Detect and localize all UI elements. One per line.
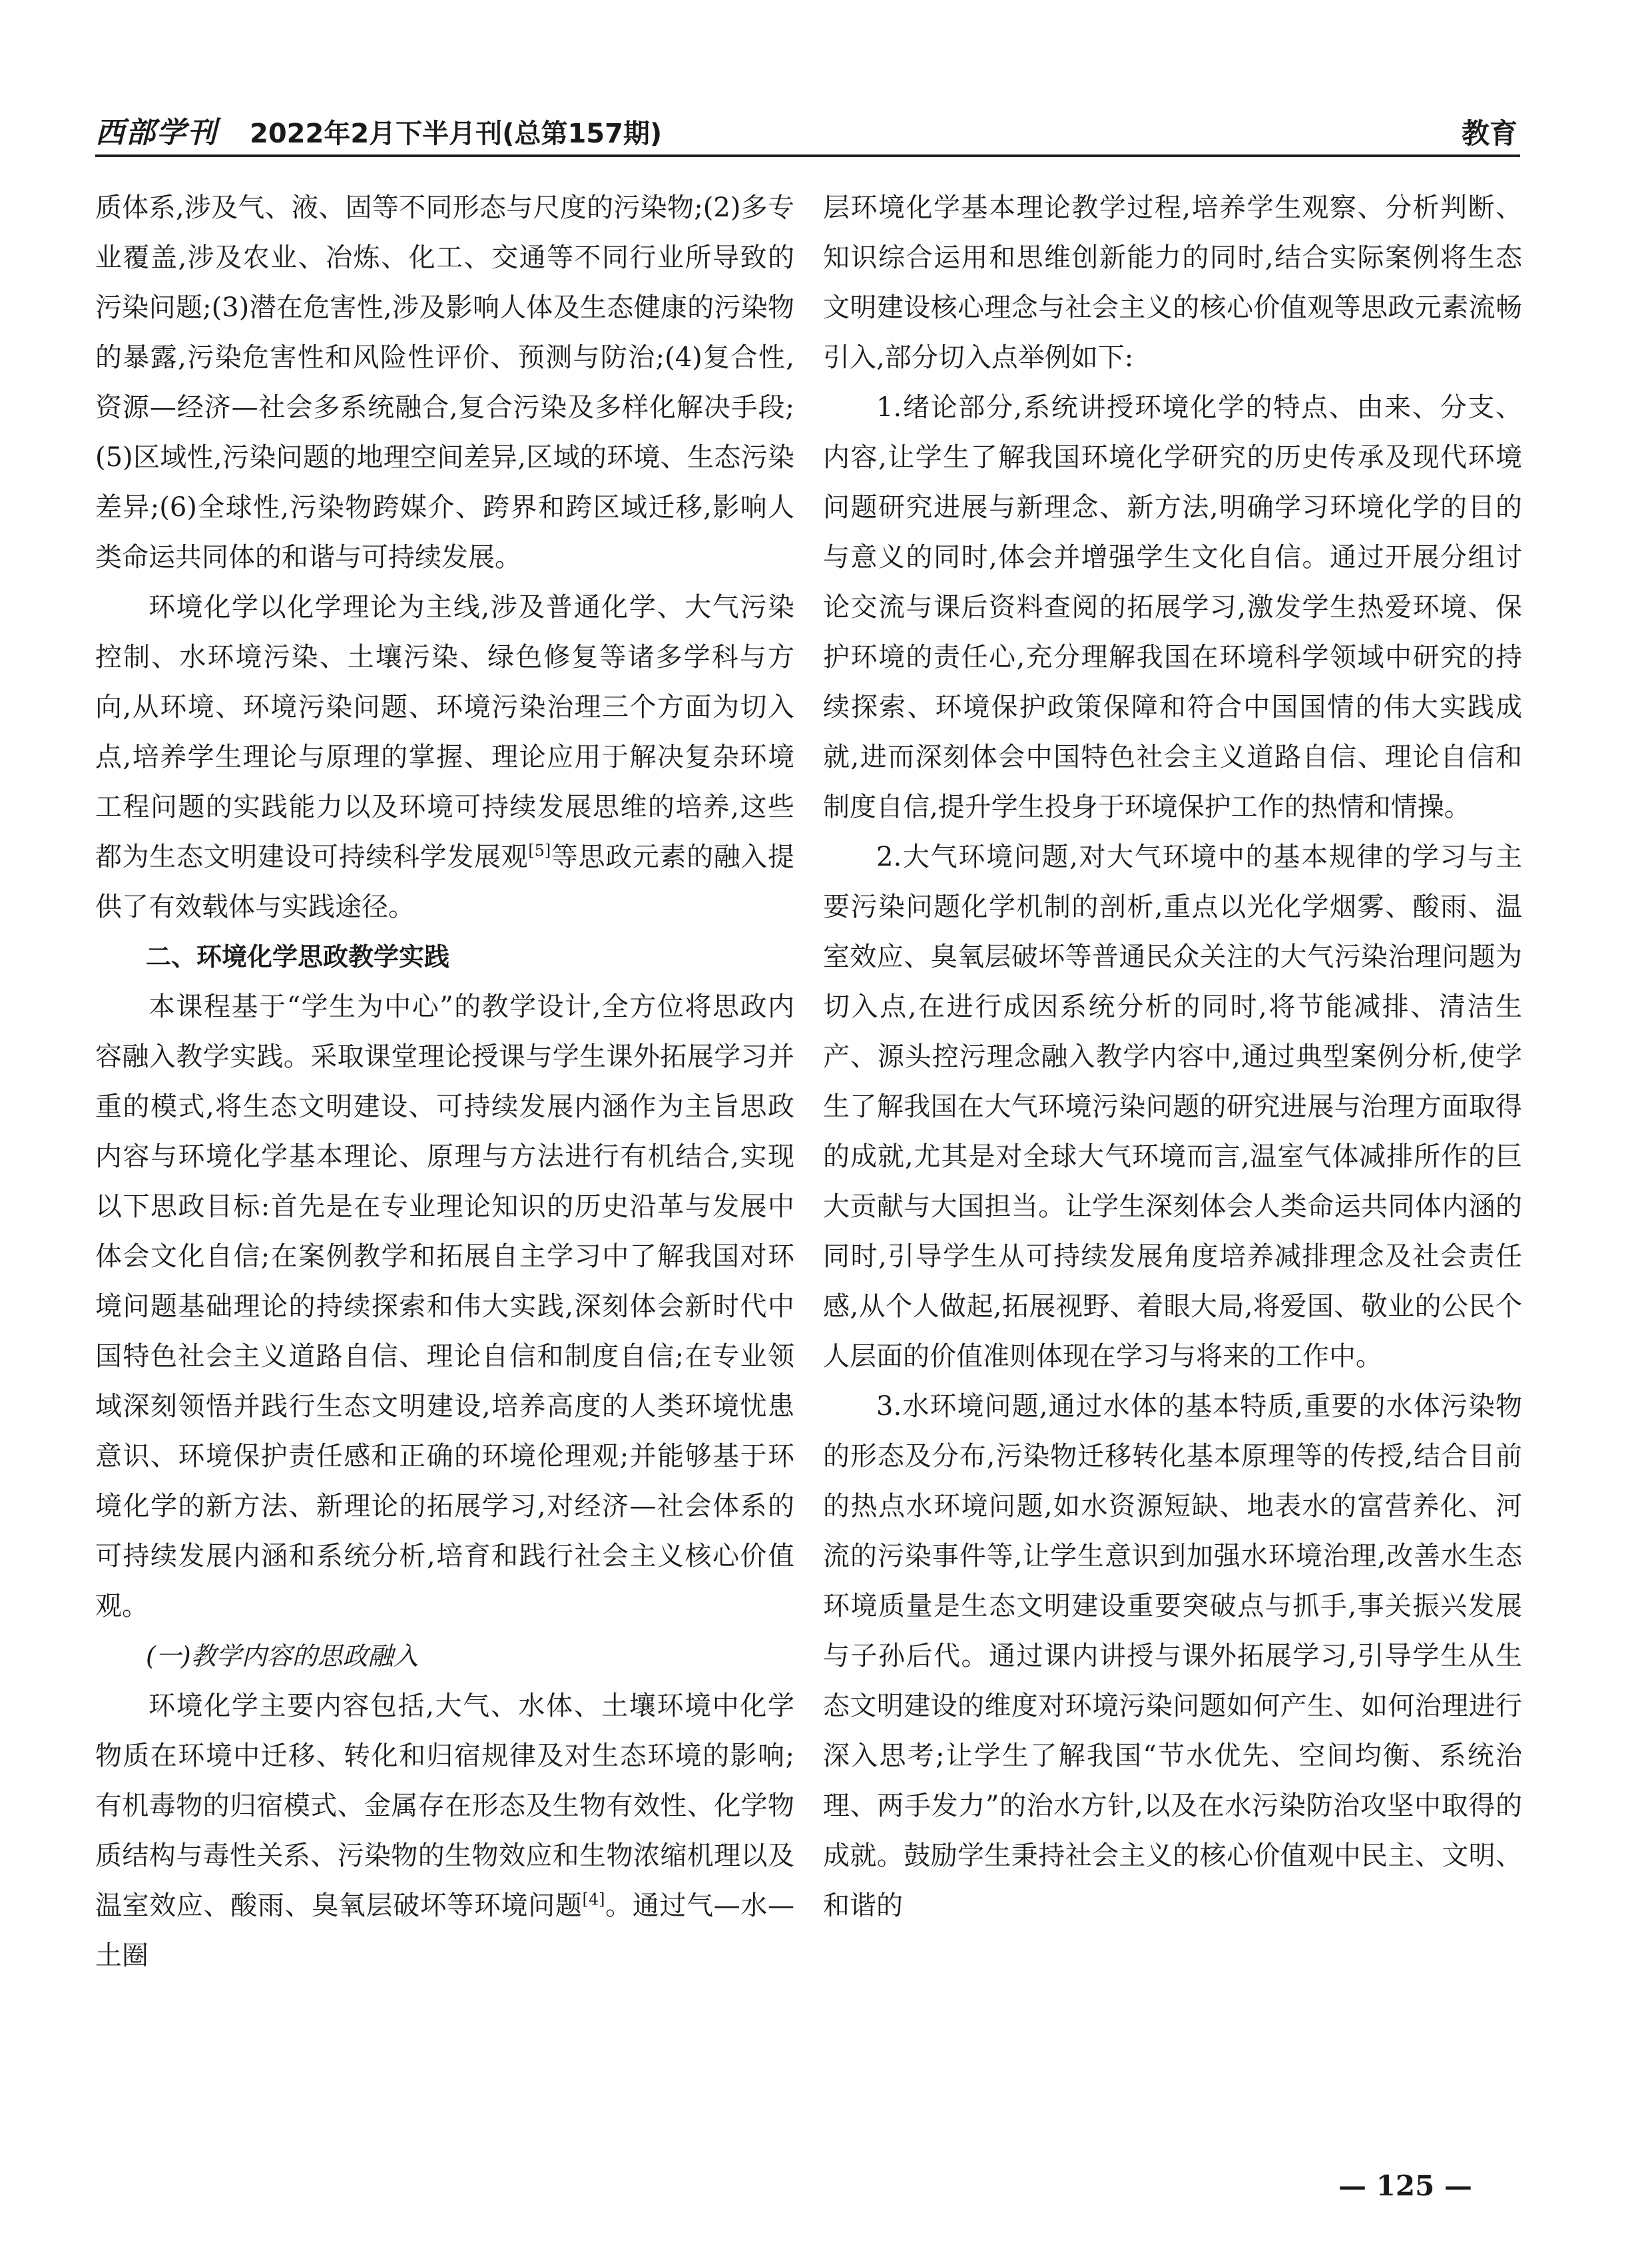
paragraph: 本课程基于“学生为中心”的教学设计,全方位将思政内容融入教学实践。采取课堂理论授课与学生课外拓展学习并重的模式,将生态文明建设、可持续发展内涵作为主旨思政内容与环境化学基本理论、原理与方法进行有机结合,实现以下思政目标:首先是在专业理论知识的历史沿革与发展中体会文化自信;在案例教学和拓展自主学习中了解我国对环境问题基础理论的持续探索和伟大实践,深刻体会新时代中国特色社会主义道路自信、理论自信和制度自信;在专业领域深刻领悟并践行生态文明建设,培养高度的人类环境忧患意识、环境保护责任感和正确的环境伦理观;并能够基于环境化学的新方法、新理论的拓展学习,对经济—社会体系的可持续发展内涵和系统分析,培育和践行社会主义核心价值观。 [95,991,794,1621]
paragraph-text: 环境化学以化学理论为主线,涉及普通化学、大气污染控制、水环境污染、土壤污染、绿色修复等诸多学科与方向,从环境、环境污染问题、环境污染治理三个方面为切入点,培养学生理论与原理的掌握、理论应用于解决复杂环境工程问题的实践能力以及环境可持续发展思维的培养,这些都为生态文明建设可持续科学发展观 [95,592,794,872]
paragraph: 2.大气环境问题,对大气环境中的基本规律的学习与主要污染问题化学机制的剖析,重点以光化学烟雾、酸雨、温室效应、臭氧层破坏等普通民众关注的大气污染治理问题为切入点,在进行成因系统分析的同时,将节能减排、清洁生产、源头控污理念融入教学内容中,通过典型案例分析,使学生了解我国在大气环境污染问题的研究进展与治理方面取得的成就,尤其是对全球大气环境而言,温室气体减排所作的巨大贡献与大国担当。让学生深刻体会人类命运共同体内涵的同时,引导学生从可持续发展角度培养减排理念及社会责任感,从个人做起,拓展视野、着眼大局,将爱国、敬业的公民个人层面的价值准则体现在学习与将来的工作中。 [823,842,1522,1372]
section-label: 教育 [1461,117,1517,150]
citation: [4] [582,1890,605,1909]
left-column [95,183,794,1981]
paragraph: 质体系,涉及气、液、固等不同形态与尺度的污染物;(2)多专业覆盖,涉及农业、冶炼、化工、交通等不同行业所导致的污染问题;(3)潜在危害性,涉及影响人体及生态健康的污染物的暴露,污染危害性和风险性评价、预测与防治;(4)复合性,资源—经济—社会多系统融合,复合污染及多样化解决手段;(5)区域性,污染问题的地理空间差异,区域的环境、生态污染差异;(6)全球性,污染物跨媒介、跨界和跨区域迁移,影响人类命运共同体的和谐与可持续发展。 [95,192,794,573]
page-number: — 125 — [1338,2169,1472,2202]
right-column [823,183,1522,1931]
running-header [95,115,1520,157]
section-heading: 二、环境化学思政教学实践 [146,942,450,972]
paragraph: 层环境化学基本理论教学过程,培养学生观察、分析判断、知识综合运用和思维创新能力的同时,结合实际案例将生态文明建设核心理念与社会主义的核心价值观等思政元素流畅引入,部分切入点举例如下: [823,192,1522,373]
journal-logo: 西部学刊 [95,116,218,150]
issue-info: 2022年2月下半月刊(总第157期) [250,119,663,149]
paragraph-text: 等思政元素的融入提供了有效载体与实践途径。 [95,842,795,922]
paragraph: 3.水环境问题,通过水体的基本特质,重要的水体污染物的形态及分布,污染物迁移转化基本原理等的传授,结合目前的热点水环境问题,如水资源短缺、地表水的富营养化、河流的污染事件等,让学生意识到加强水环境治理,改善水生态环境质量是生态文明建设重要突破点与抓手,事关振兴发展与子孙后代。通过课内讲授与课外拓展学习,引导学生从生态文明建设的维度对环境污染问题如何产生、如何治理进行深入思考;让学生了解我国“节水优先、空间均衡、系统治理、两手发力”的治水方针,以及在水污染防治攻坚中取得的成就。鼓励学生秉持社会主义的核心价值观中民主、文明、和谐的 [823,1391,1522,1921]
paragraph: 1.绪论部分,系统讲授环境化学的特点、由来、分支、内容,让学生了解我国环境化学研究的历史传承及现代环境问题研究进展与新理念、新方法,明确学习环境化学的目的与意义的同时,体会并增强学生文化自信。通过开展分组讨论交流与课后资料查阅的拓展学习,激发学生热爱环境、保护环境的责任心,充分理解我国在环境科学领域中研究的持续探索、环境保护政策保障和符合中国国情的伟大实践成就,进而深刻体会中国特色社会主义道路自信、理论自信和制度自信,提升学生投身于环境保护工作的热情和情操。 [823,392,1522,822]
paragraph-text: 环境化学主要内容包括,大气、水体、土壤环境中化学物质在环境中迁移、转化和归宿规律及对生态环境的影响;有机毒物的归宿模式、金属存在形态及生物有效性、化学物质结构与毒性关系、污染物的生物效应和生物浓缩机理以及温室效应、酸雨、臭氧层破坏等环境问题 [95,1691,794,1921]
paragraph [95,583,794,932]
subsection-heading: (一)教学内容的思政融入 [146,1641,419,1671]
paragraph-text: 。通过气—水—土圈 [95,1890,795,1971]
citation: [5] [528,841,551,860]
paragraph [95,1681,794,1981]
